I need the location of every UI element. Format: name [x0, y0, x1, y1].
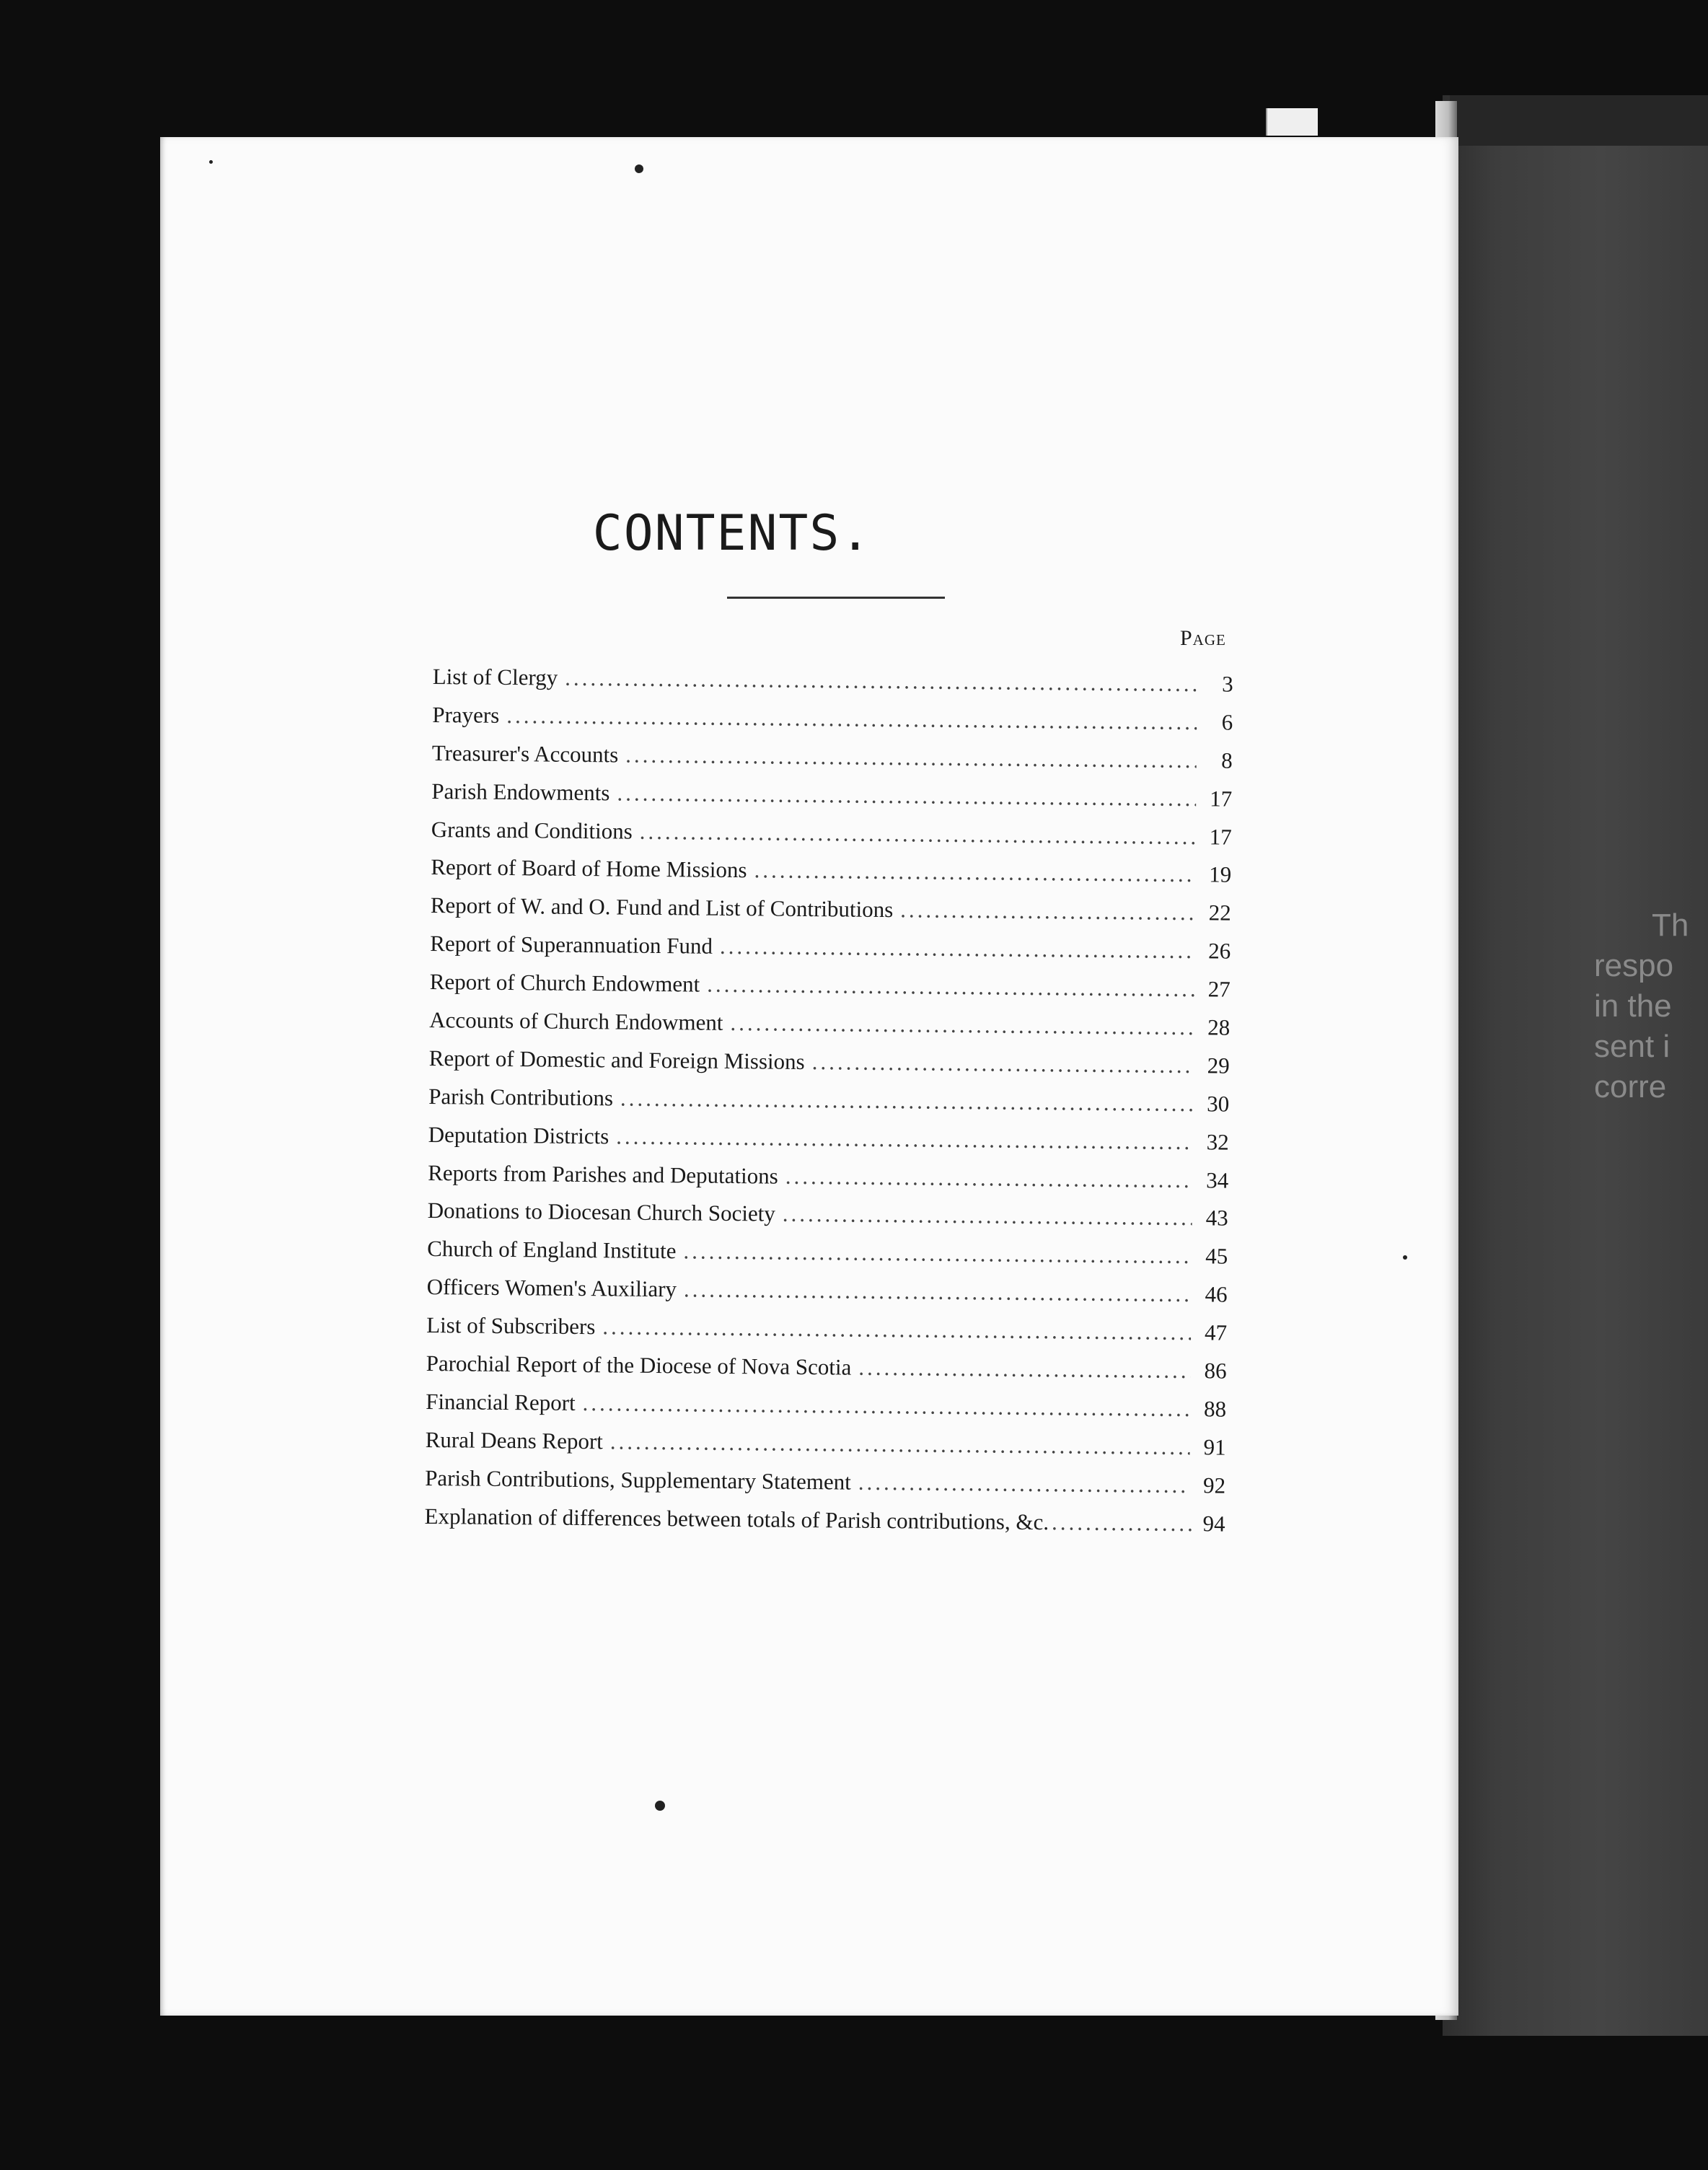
toc-entry-page: 8 [1221, 747, 1233, 773]
toc-entry-page: 26 [1208, 938, 1231, 964]
page-column-label: Page [1180, 626, 1226, 650]
table-of-contents [424, 664, 1233, 1549]
dot-leader [754, 858, 1195, 888]
toc-entry-page: 86 [1204, 1358, 1227, 1384]
toc-entry-title: Donations to Diocesan Church Society [427, 1198, 776, 1227]
toc-entry-page: 34 [1206, 1167, 1229, 1193]
toc-entry-title: Report of Superannuation Fund [430, 931, 713, 959]
dot-leader [625, 742, 1197, 773]
toc-entry-title: Report of W. and O. Fund and List of Contributions [430, 892, 894, 923]
toc-entry-page: 6 [1221, 709, 1233, 735]
toc-entry-page: 29 [1207, 1053, 1230, 1079]
toc-entry-page: 88 [1203, 1396, 1227, 1422]
ink-speck [635, 164, 643, 173]
toc-entry-page: 91 [1203, 1434, 1226, 1460]
toc-entry-page: 32 [1206, 1129, 1229, 1155]
toc-entry-page: 47 [1204, 1319, 1228, 1345]
back-text-line: Th [1652, 908, 1689, 943]
dot-leader [785, 1163, 1193, 1192]
toc-entry-page: 3 [1222, 671, 1233, 697]
dot-leader [683, 1239, 1192, 1270]
toc-entry-title: Deputation Districts [428, 1121, 609, 1149]
ink-speck [1403, 1255, 1407, 1260]
back-text-line: respo [1594, 948, 1674, 983]
toc-entry-page: 43 [1205, 1205, 1228, 1231]
dot-leader [617, 780, 1196, 812]
dot-leader [616, 1123, 1193, 1155]
toc-entry-page: 17 [1210, 786, 1233, 812]
dot-leader [602, 1314, 1191, 1345]
back-text-line: in the [1594, 988, 1672, 1024]
dot-leader [565, 665, 1197, 697]
toc-entry-title: Officers Women's Auxiliary [426, 1274, 677, 1302]
dot-leader [1052, 1509, 1194, 1537]
toc-entry-page: 30 [1207, 1091, 1230, 1117]
ink-speck [209, 160, 213, 164]
back-text-line: corre [1594, 1069, 1667, 1104]
toc-entry-page: 27 [1207, 976, 1231, 1002]
toc-entry-title: Grants and Conditions [431, 816, 633, 844]
toc-entry-title: List of Subscribers [426, 1312, 596, 1340]
toc-entry-title: Accounts of Church Endowment [429, 1006, 723, 1035]
toc-entry-page: 45 [1205, 1243, 1228, 1269]
toc-entry-title: Treasurer's Accounts [431, 739, 619, 768]
toc-entry-title: Reports from Parishes and Deputations [428, 1159, 778, 1189]
dot-leader [783, 1201, 1192, 1231]
dot-leader [720, 934, 1195, 964]
ink-speck [655, 1801, 665, 1811]
back-text-line: sent i [1594, 1029, 1670, 1064]
toc-entry-title: Parish Contributions, Supplementary Statement [425, 1464, 851, 1495]
toc-entry-title: Parochial Report of the Diocese of Nova Scotia [426, 1350, 852, 1380]
toc-entry-page: 17 [1209, 823, 1232, 850]
toc-entry-title: Explanation of differences between totals of Parish contributions, &c. [424, 1503, 1049, 1534]
dot-leader [707, 972, 1194, 1002]
toc-entry-page: 22 [1208, 900, 1231, 926]
dot-leader [811, 1049, 1193, 1079]
dot-leader [582, 1390, 1190, 1422]
toc-entry-title: Financial Report [426, 1388, 576, 1415]
toc-entry-title: List of Clergy [432, 664, 558, 690]
dot-leader [610, 1428, 1190, 1460]
dot-leader [640, 818, 1196, 849]
toc-entry-page: 92 [1202, 1472, 1226, 1498]
page-tab-mark [1266, 108, 1318, 136]
dot-leader [900, 897, 1195, 926]
toc-entry-title: Prayers [432, 701, 500, 728]
toc-entry-title: Parish Endowments [431, 778, 610, 806]
toc-entry-page: 19 [1209, 861, 1232, 888]
toc-entry-title: Report of Board of Home Missions [431, 854, 747, 883]
toc-entry-title: Parish Contributions [428, 1083, 614, 1111]
toc-entry-title: Report of Church Endowment [429, 969, 700, 997]
toc-entry-page: 94 [1202, 1510, 1225, 1537]
dot-leader [684, 1277, 1192, 1308]
toc-entry-page: 28 [1207, 1014, 1231, 1040]
toc-entry [424, 1503, 1225, 1550]
back-page-text-fragment [1594, 905, 1708, 1107]
dot-leader [620, 1085, 1194, 1117]
dot-leader [858, 1355, 1191, 1384]
toc-entry-title: Report of Domestic and Foreign Missions [428, 1045, 805, 1074]
title-rule [727, 597, 945, 599]
page-title: CONTENTS. [592, 505, 872, 562]
toc-entry-title: Rural Deans Report [425, 1426, 604, 1454]
toc-entry-page: 46 [1205, 1281, 1228, 1307]
back-cover-shadow [1450, 95, 1708, 146]
dot-leader [730, 1010, 1194, 1040]
dot-leader [858, 1469, 1190, 1498]
toc-entry-title: Church of England Institute [427, 1236, 677, 1264]
